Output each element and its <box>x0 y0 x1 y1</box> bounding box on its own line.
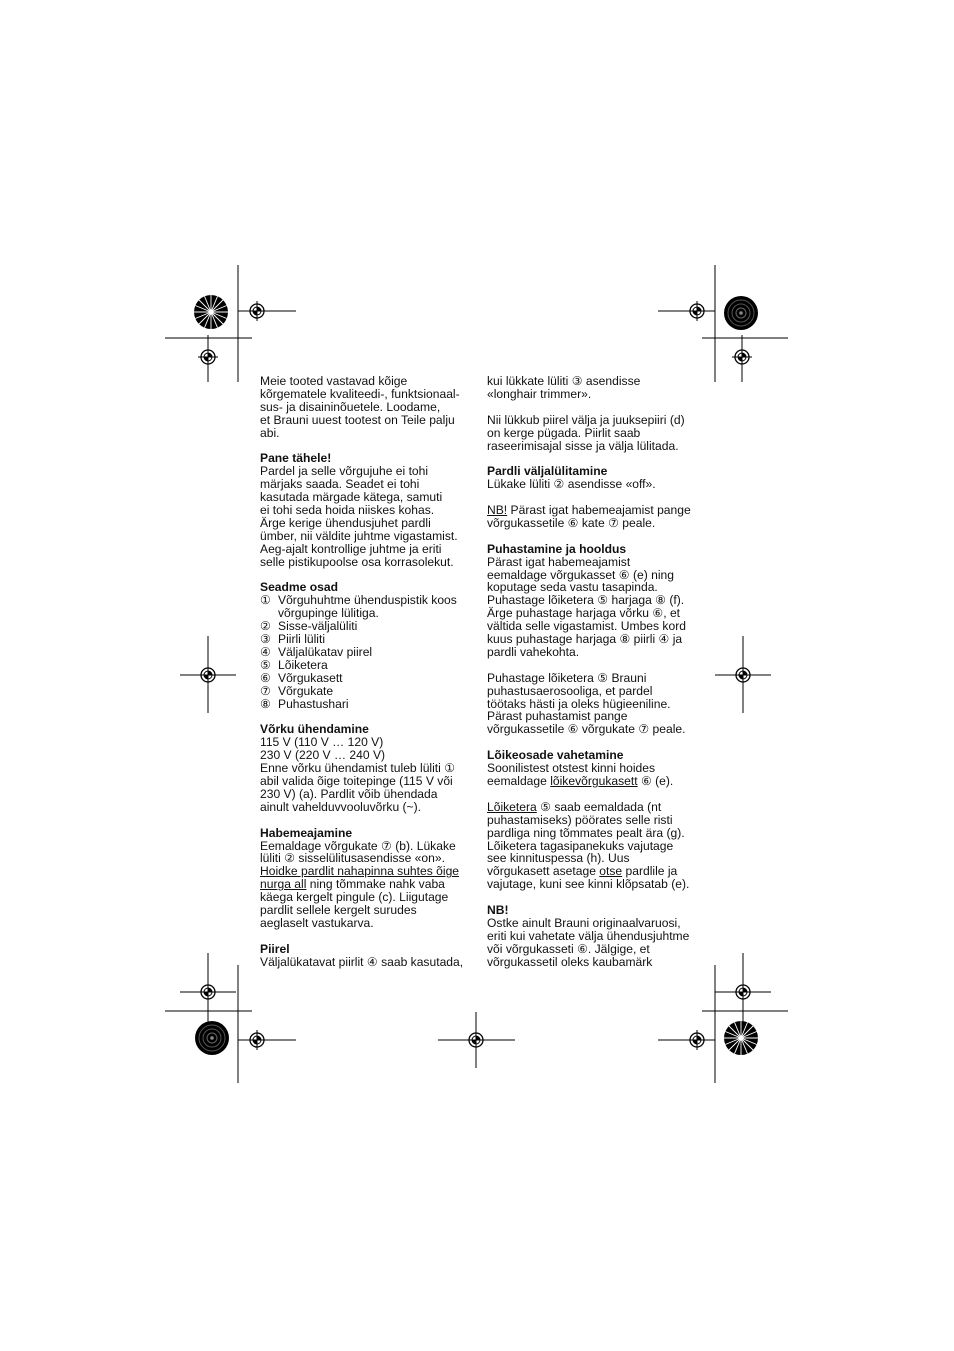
registration-cross-icon <box>733 665 753 685</box>
nb-note: NB! Pärast igat habemeajamist pange võrgukassetile ⑥ kate ⑦ peale. <box>487 503 691 530</box>
list-item: ③ Piirli lüliti <box>260 632 326 647</box>
parts-section <box>260 581 470 710</box>
registration-cross-icon <box>687 1030 707 1050</box>
list-item: ⑤ Lõiketera <box>260 657 328 672</box>
section-heading: Puhastamine ja hooldus <box>487 541 627 556</box>
intro-paragraph: Meie tooted vastavad kõige kõrgematele kvaliteedi-, funktsionaal- sus- ja disaininõuetele. Loodame, et Brauni uuest tootest on Teile palju abi. <box>260 374 460 440</box>
shaving-section: Habemeajamine Eemaldage võrgukate ⑦ (b). Lükake lüliti ② sisselülitusasendisse «on». Hoidke pardlit nahapinna suhtes õige nurga all ning tõmmake nahk vaba käega kergelt pingule (c). Liigutage pardlit sellele kergelt surudes aeglaselt vastukarva. <box>260 827 470 930</box>
registration-cross-icon <box>247 301 267 321</box>
section-heading: Lõikeosade vahetamine <box>487 748 624 763</box>
cleaning-section: Puhastamine ja hooldus Pärast igat habemeajamist eemaldage võrgukasset ⑥ (e) ning koputage seda vastu tasapinda. Puhastage lõiketera ⑤ harjaga ⑧ (f). Ärge puhastage harjaga võrku ⑥, et vältida selle vigastamist. Umbes kord kuus puhastage harjaga ⑧ piirli ④ ja pardli vahekohta. <box>487 543 702 659</box>
trimmer-continued: kui lükkate lüliti ③ asendisse «longhair trimmer». <box>487 374 641 401</box>
cleaning-paragraph: Puhastage lõiketera ⑤ Brauni puhastusaerosooliga, et pardel töötaks hästi ja oleks hügieeniline. Pärast puhastamist pange võrgukassetile ⑥ võrgukate ⑦ peale. <box>487 670 686 737</box>
density-disc-icon <box>724 296 758 330</box>
list-item: ⑧ Puhastushari <box>260 696 349 711</box>
registration-cross-icon <box>732 347 752 367</box>
replacement-section: Lõikeosade vahetamine Soonilistest otstest kinni hoides eemaldage lõikevõrgukasett ⑥ (e). <box>487 749 702 788</box>
section-heading: Pane tähele! <box>260 451 332 466</box>
registration-cross-icon <box>466 1030 486 1050</box>
registration-cross-icon <box>198 982 218 1002</box>
section-heading: Habemeajamine <box>260 825 353 840</box>
section-heading: NB! <box>487 903 509 918</box>
section-heading: Piirel <box>260 941 290 956</box>
list-item-continuation: võrgupinge lülitiga. <box>278 606 379 621</box>
list-item: ② Sisse-väljalüliti <box>260 619 358 634</box>
registration-cross-icon <box>198 665 218 685</box>
registration-cross-icon <box>733 982 753 1002</box>
switch-off-section: Pardli väljalülitamine Lükake lüliti ② asendisse «off». <box>487 465 702 491</box>
starburst-mark-icon <box>724 1021 758 1055</box>
registration-cross-icon <box>247 1030 267 1050</box>
section-heading: Pardli väljalülitamine <box>487 464 608 479</box>
registration-cross-icon <box>198 347 218 367</box>
starburst-mark-icon <box>194 295 228 329</box>
section-heading: Võrku ühendamine <box>260 722 369 737</box>
trimmer-section: Piirel Väljalükatavat piirlit ④ saab kasutada, <box>260 943 470 969</box>
trimmer-paragraph: Nii lükkub piirel välja ja juuksepiiri (d) on kerge pügada. Piirlit saab raseerimisajal sisse ja välja lülitada. <box>487 412 685 453</box>
list-item: ① Võrguhuhtme ühenduspistik koos <box>260 593 457 608</box>
section-heading: Seadme osad <box>260 580 338 595</box>
density-disc-icon <box>195 1021 229 1055</box>
attention-section: Pane tähele! Pardel ja selle võrgujuhe ei tohi märjaks saada. Seadet ei tohi kasutada märgade kätega, samuti ei tohi seda hoida niiskes kohas. Ärge kerige ühendusjuhet pardli ümber, nii väldite juhtme vigastamist. Aeg-ajalt kontrollige juhtme ja eriti selle pistikupoolse osa korrasolekut. <box>260 452 470 568</box>
registration-cross-icon <box>687 301 707 321</box>
list-item: ④ Väljalükatav piirel <box>260 645 373 659</box>
nb-section: NB! Ostke ainult Brauni originaalvaruosi, eriti kui vahetate välja ühendusjuhtme või võrgukasseti ⑥. Jälgige, et võrgukassetil oleks kaubamärk <box>487 904 702 969</box>
right-text-column <box>487 375 702 969</box>
list-item: ⑥ Võrgukasett <box>260 670 343 685</box>
list-item: ⑦ Võrgukate <box>260 683 334 698</box>
replacement-paragraph: Lõiketera ⑤ saab eemaldada (nt puhastamiseks) pöörates selle risti pardliga ning tõmmates pealt ära (g). Lõiketera tagasipanekuks vajutage see kinnituspessa (h). Uus võrgukasett asetage otse pardlile ja vajutage, kuni see kinni klõpsatab (e). <box>487 799 690 892</box>
left-text-column <box>260 375 470 969</box>
connection-section: Võrku ühendamine 115 V (110 V … 120 V) 230 V (220 V … 240 V) Enne võrku ühendamist tuleb lüliti ① abil valida õige toitepinge (115 V või 230 V) (a). Pardlit võib ühendada ainult vahelduvvooluvõrku (~). <box>260 723 470 813</box>
